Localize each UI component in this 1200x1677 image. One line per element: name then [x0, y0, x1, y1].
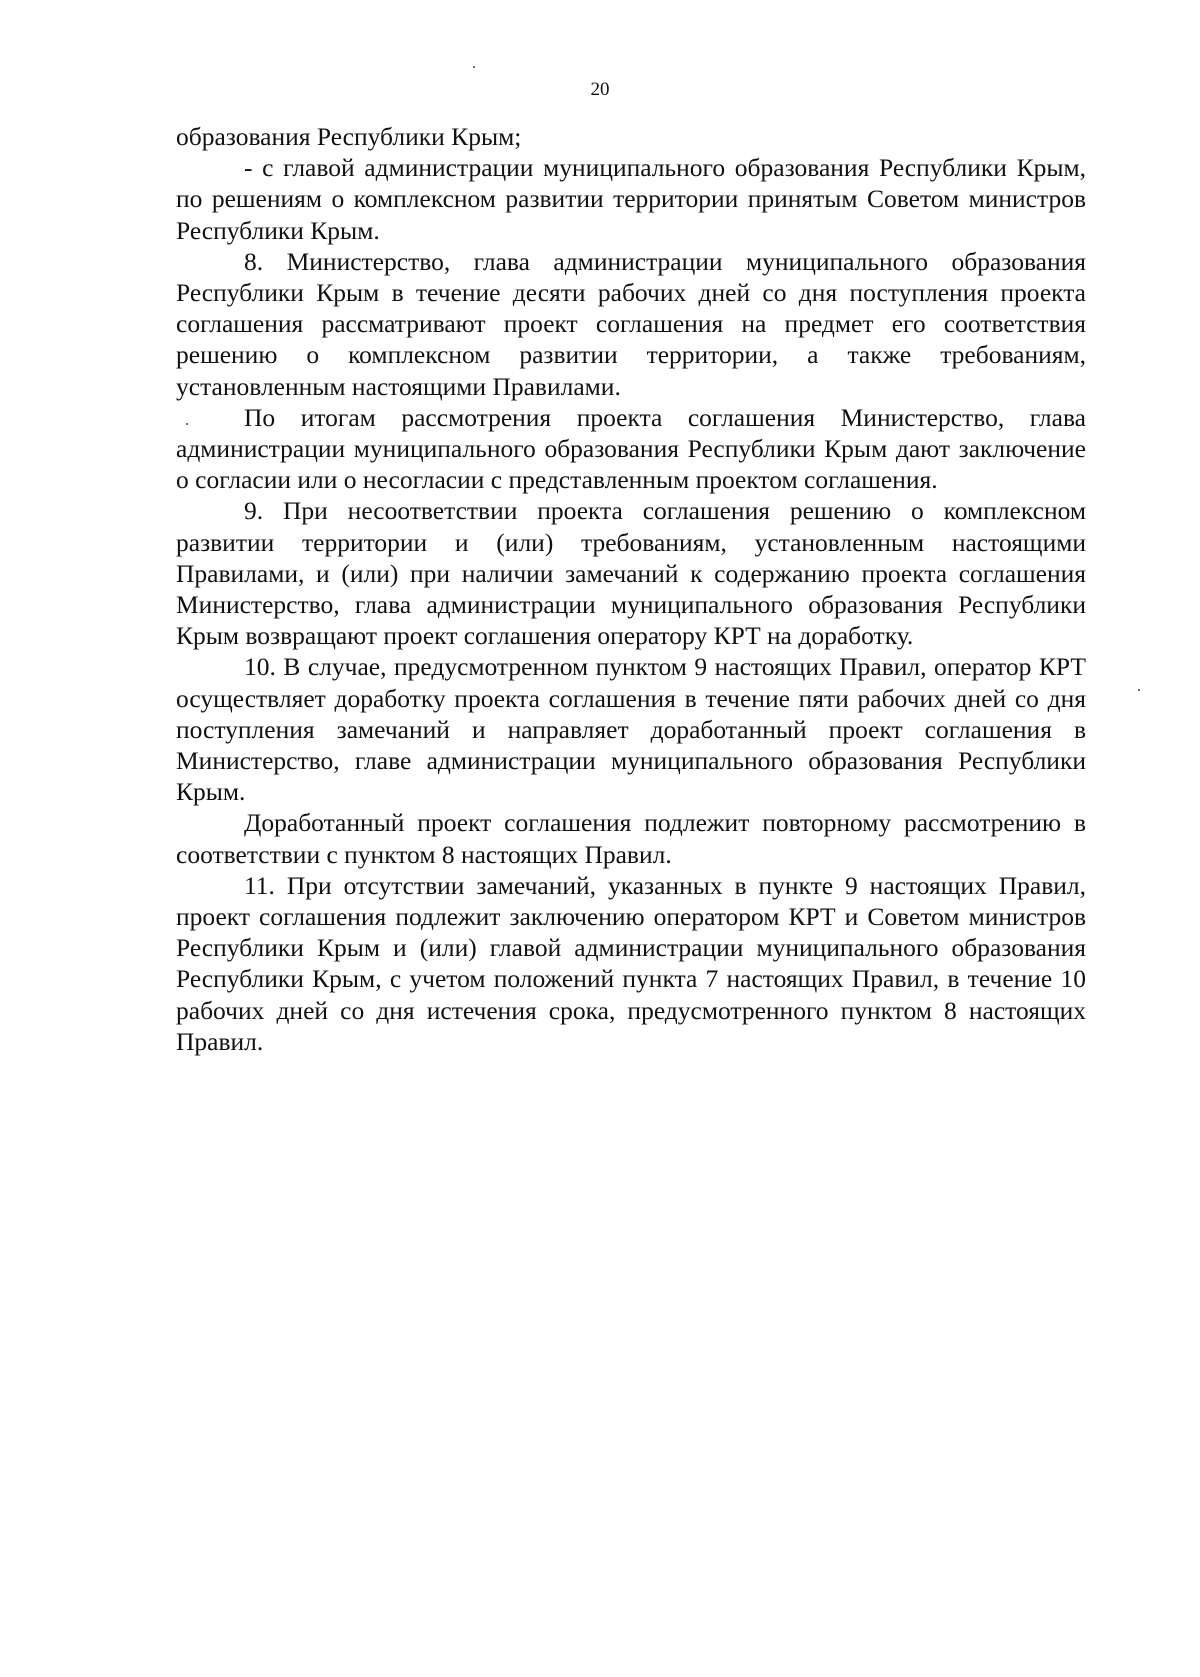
paragraph: 10. В случае, предусмотренном пунктом 9 настоящих Правил, оператор КРТ осуществляет доработку проекта соглашения в течение пяти рабочих дней со дня поступления замечаний и направляет доработанный проект соглашения в Министерство, главе администрации муниципального образования Республики Крым.: [176, 652, 1086, 807]
paragraph: 8. Министерство, глава администрации муниципального образования Республики Крым в течение десяти рабочих дней со дня поступления проекта соглашения рассматривают проект соглашения на предмет его соответствия решению о комплексном развитии территории, а также требованиям, установленным настоящими Правилами.: [176, 246, 1086, 401]
paragraph: 11. При отсутствии замечаний, указанных в пункте 9 настоящих Правил, проект соглашения подлежит заключению оператором КРТ и Советом министров Республики Крым и (или) главой администрации муниципального образования Республики Крым, с учетом положений пункта 7 настоящих Правил, в течение 10 рабочих дней со дня истечения срока, предусмотренного пунктом 8 настоящих Правил.: [176, 870, 1086, 1056]
paragraph: 9. При несоответствии проекта соглашения решению о комплексном развитии территории и (или) требованиям, установленным настоящими Правилами, и (или) при наличии замечаний к содержанию проекта соглашения Министерство, глава администрации муниципального образования Республики Крым возвращают проект соглашения оператору КРТ на доработку.: [176, 496, 1086, 651]
document-body: [176, 121, 1086, 1057]
scan-speck: [186, 423, 188, 425]
page-number: 20: [590, 79, 610, 100]
paragraph: По итогам рассмотрения проекта соглашения Министерство, глава администрации муниципального образования Республики Крым дают заключение о согласии или о несогласии с представленным проектом соглашения.: [176, 402, 1086, 495]
paragraph: образования Республики Крым;: [176, 122, 522, 151]
paragraph: Доработанный проект соглашения подлежит повторному рассмотрению в соответствии с пунктом 8 настоящих Правил.: [176, 808, 1086, 869]
scan-speck: [473, 66, 475, 68]
scan-speck: [1138, 689, 1140, 691]
paragraph: - с главой администрации муниципального образования Республики Крым, по решениям о комплексном развитии территории принятым Советом министров Республики Крым.: [176, 153, 1086, 245]
